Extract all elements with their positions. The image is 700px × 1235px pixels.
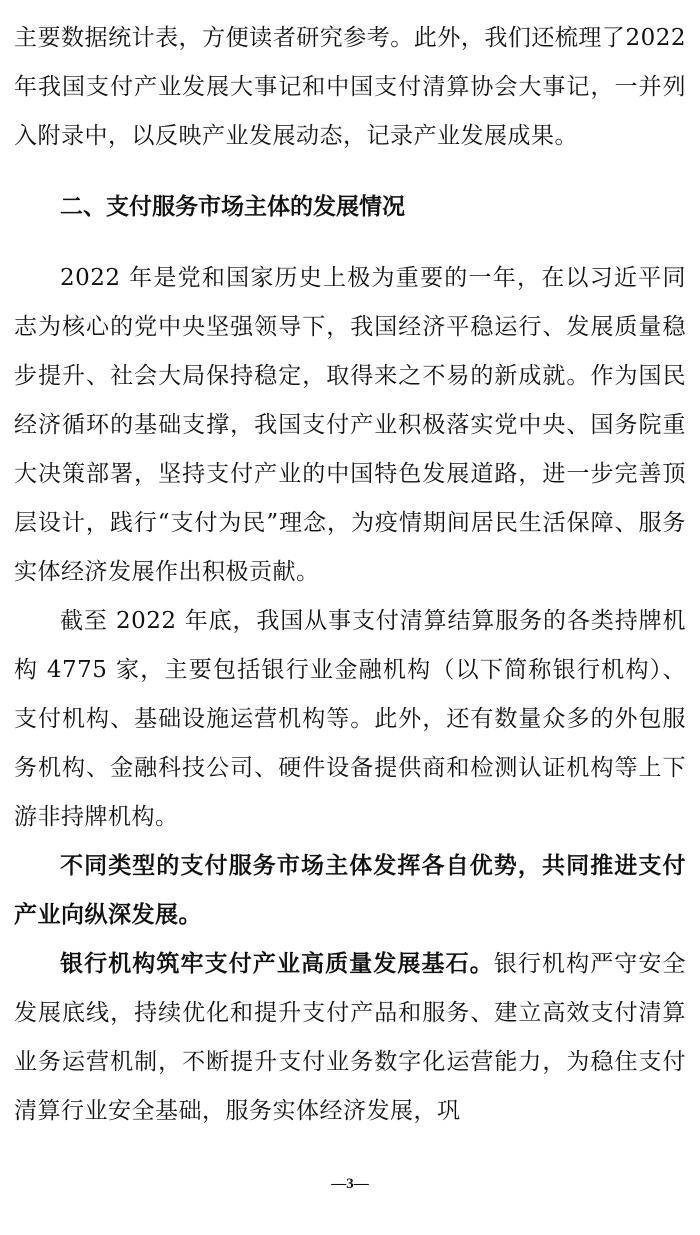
bank-paragraph-lead: 银行机构筑牢支付产业高质量发展基石。: [60, 951, 494, 977]
body-paragraph-1: 2022 年是党和国家历史上极为重要的一年，在以习近平同志为核心的党中央坚强领导下，我国经济平稳运行、发展质量稳步提升、社会大局保持稳定，取得来之不易的新成就。作为国民经济循环的基础支撑，我国支付产业积极落实党中央、国务院重大决策部署，坚持支付产业的中国特色发展道路，进一步完善顶层设计，践行“支付为民”理念，为疫情期间居民生活保障、服务实体经济发展作出积极贡献。: [14, 265, 686, 585]
bank-paragraph: [14, 940, 686, 1136]
intro-paragraph: 主要数据统计表，方便读者研究参考。此外，我们还梳理了2022 年我国支付产业发展大事记和中国支付清算协会大事记，一并列入附录中，以反映产业发展动态，记录产业发展成果。: [14, 25, 686, 149]
section-heading: 二、支付服务市场主体的发展情况: [60, 194, 405, 220]
body-paragraph-2: 截至 2022 年底，我国从事支付清算结算服务的各类持牌机构 4775 家，主要包括银行业金融机构（以下简称银行机构）、支付机构、基础设施运营机构等。此外，还有数量众多的外包服务机构、金融科技公司、硬件设备提供商和检测认证机构等上下游非持牌机构。: [14, 608, 686, 830]
page-number: —3—: [331, 1176, 369, 1192]
bold-summary-paragraph: 不同类型的支付服务市场主体发挥各自优势，共同推进支付产业向纵深发展。: [14, 853, 686, 928]
bank-paragraph-text: 银行机构严守安全发展底线，持续优化和提升支付产品和服务、建立高效支付清算业务运营机制，不断提升支付业务数字化运营能力，为稳住支付清算行业安全基础，服务实体经济发展，巩: [14, 951, 687, 1124]
document-page: [14, 14, 686, 1136]
